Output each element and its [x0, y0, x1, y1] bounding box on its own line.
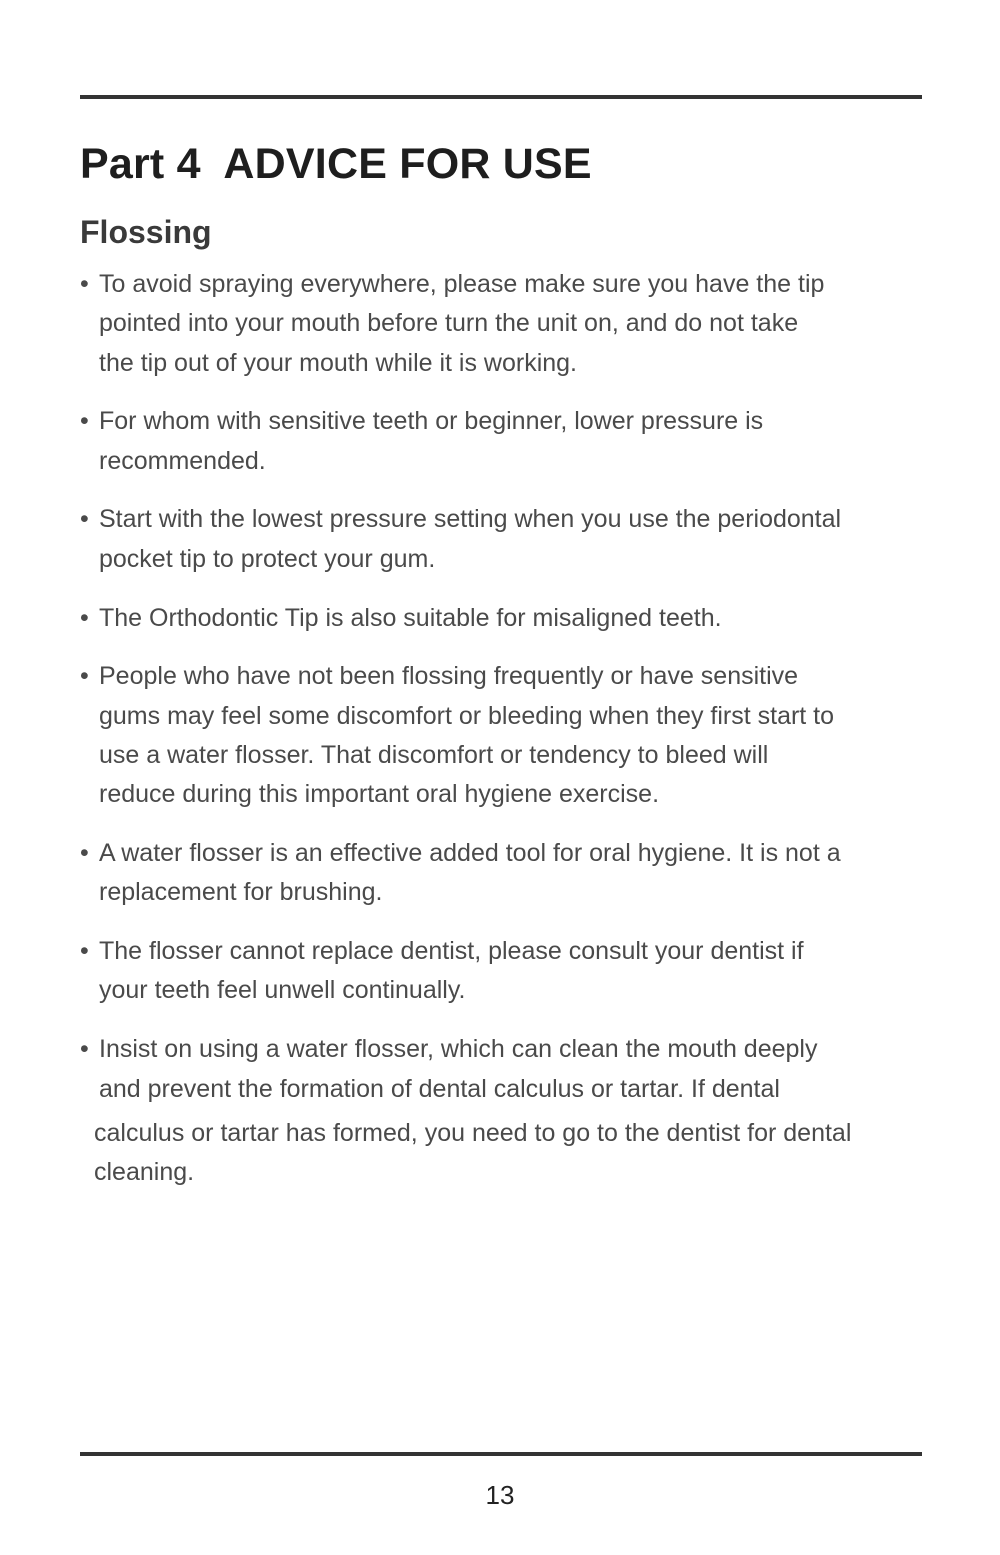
bullet-icon: • [80, 270, 89, 298]
list-item [80, 834, 930, 913]
list-item [80, 932, 930, 1011]
list-item [80, 265, 930, 383]
text-line: replacement for brushing. [99, 878, 383, 907]
text-line: Insist on using a water flosser, which can clean the mouth deeply [99, 1035, 818, 1064]
bullet-icon: • [80, 1035, 89, 1064]
text-line: reduce during this important oral hygiene exercise. [99, 780, 660, 809]
section-heading: Flossing [80, 214, 212, 250]
list-item [80, 1030, 930, 1192]
bullet-icon: • [80, 937, 89, 966]
bottom-divider [80, 1452, 922, 1456]
text-line: calculus or tartar has formed, you need to go to the dentist for dental [94, 1118, 852, 1147]
text-line: The Orthodontic Tip is also suitable for misaligned teeth. [99, 603, 722, 632]
bullet-icon: • [80, 839, 89, 868]
text-line: Start with the lowest pressure setting when you use the periodontal [99, 505, 842, 534]
text-line: the tip out of your mouth while it is working. [99, 348, 578, 377]
text-line: use a water flosser. That discomfort or tendency to bleed will [99, 740, 769, 769]
bullet-icon: • [80, 407, 89, 436]
text-line: People who have not been flossing frequently or have sensitive [99, 662, 799, 691]
text-line: For whom with sensitive teeth or beginner, lower pressure is [99, 407, 764, 436]
text-line: The flosser cannot replace dentist, please consult your dentist if [99, 937, 804, 966]
text-line: To avoid spraying everywhere, please make sure you have the tip [99, 270, 825, 298]
text-line: A water flosser is an effective added tool for oral hygiene. It is not a [99, 839, 841, 868]
bullet-icon: • [80, 505, 89, 534]
advice-list [80, 265, 930, 1212]
list-item [80, 402, 930, 481]
text-line: gums may feel some discomfort or bleeding when they first start to [99, 701, 835, 730]
bullet-icon: • [80, 603, 89, 632]
text-line: your teeth feel unwell continually. [99, 976, 466, 1005]
text-line: recommended. [99, 446, 266, 475]
list-item [80, 500, 930, 579]
text-line: cleaning. [94, 1158, 195, 1187]
text-line: and prevent the formation of dental calculus or tartar. If dental [99, 1074, 780, 1103]
list-item [80, 599, 930, 638]
list-item [80, 657, 930, 814]
page-title: Part 4 ADVICE FOR USE [80, 140, 592, 188]
bullet-icon: • [80, 662, 89, 691]
page-number: 13 [485, 1480, 515, 1510]
top-divider [80, 95, 922, 99]
text-line: pocket tip to protect your gum. [99, 544, 436, 573]
text-line: pointed into your mouth before turn the unit on, and do not take [99, 309, 799, 338]
